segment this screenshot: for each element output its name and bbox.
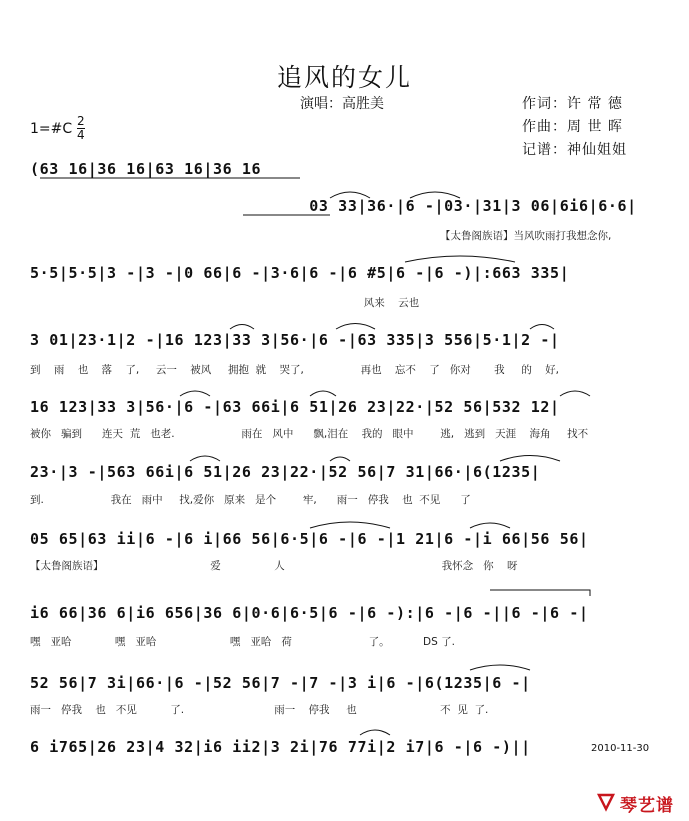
lyric-line-6: 嘿 亚哈 嘿 亚哈 嘿 亚哈 荷 了。 DS 了. [30, 636, 455, 648]
composer-credit: 作曲：周 世 晖 [522, 119, 623, 135]
slur-mark [190, 456, 220, 461]
slur-mark [330, 192, 370, 198]
meter-top: 2 [77, 114, 85, 128]
slur-mark [500, 456, 560, 462]
key-signature: 1=#C [30, 121, 73, 137]
slur-mark [470, 665, 530, 670]
slur-mark [470, 523, 510, 528]
lyric-line-5: 【太鲁阁族语】 爱 人 我怀念 你 呀 [30, 560, 518, 572]
meter-bottom: 4 [77, 128, 85, 142]
slur-mark [530, 325, 554, 330]
slur-mark [230, 325, 254, 330]
score-intro-line: (63 16|36 16|63 16|36 16 [30, 160, 262, 178]
score-line-3: 3 01|23·1|2 -|16 123|33 3|56·|6 -|63 335|3 556|5·1|2 -| [30, 331, 560, 349]
score-line-7: i6 66|36 6|i6 656|36 6|0·6|6·5|6 -|6 -):|6 -|6 -||6 -|6 -| [30, 604, 589, 622]
score-line-2: 5·5|5·5|3 -|3 -|0 66|6 -|3·6|6 -|6 #5|6 -|6 -)|:663 335| [30, 264, 570, 282]
singer-credit: 演唱：高胜美 [300, 96, 384, 112]
transcriber-credit: 记谱：神仙姐姐 [522, 142, 627, 158]
score-line-6: 05 65|63 ii|6 -|6 i|66 56|6·5|6 -|6 -|1 21|6 -|i 66|56 56| [30, 530, 589, 548]
slur-mark [336, 324, 375, 330]
slur-mark [360, 730, 390, 735]
lyric-line-2: 到 雨 也 落 了, 云一 被风 拥抱 就 哭了, 再也 忘不 了 你对 我 的 好, [30, 364, 560, 376]
song-title: 追风的女儿 [276, 63, 412, 92]
lyric-line-0: 【太鲁阁族语】当风吹雨打我想念你, [440, 230, 612, 242]
logo-text: 琴艺谱 [620, 796, 674, 816]
lyric-line-4: 到. 我在 雨中 找,爱你 原来 是个 牢, 雨一 停我 也 不见 了 [30, 494, 471, 506]
slur-mark [405, 256, 515, 262]
slur-mark [310, 522, 390, 528]
transcription-date: 2010-11-30 [591, 743, 650, 754]
notation-marks [30, 0, 670, 760]
slur-mark [410, 192, 460, 198]
site-logo [596, 790, 686, 816]
lyric-line-3: 被你 骗到 连天 荒 也老. 雨在 风中 飘,泪在 我的 眼中 逃, 逃到 天涯 海角 找不 [30, 428, 589, 440]
score-line-8: 52 56|7 3i|66·|6 -|52 56|7 -|7 -|3 i|6 -|6(1235|6 -| [30, 674, 531, 692]
score-line-5: 23·|3 -|563 66i|6 51|26 23|22·|52 56|7 31|66·|6(1235| [30, 463, 541, 481]
volta-bracket [490, 590, 590, 596]
slur-mark [180, 391, 210, 396]
logo-icon [596, 792, 616, 812]
lyric-line-7: 雨一 停我 也 不见 了. 雨一 停我 也 不 见 了. [30, 704, 489, 716]
slur-mark [310, 391, 336, 396]
lyric-line-1: 风来 云也 [30, 297, 420, 309]
score-line-9: 6 i765|26 23|4 32|i6 ii2|3 2i|76 77i|2 i7|6 -|6 -)|| [30, 738, 531, 756]
score-line-4: 16 123|33 3|56·|6 -|63 66i|6 51|26 23|22·|52 56|532 12| [30, 398, 560, 416]
lyricist-credit: 作词：许 常 德 [522, 96, 623, 112]
slur-mark [330, 457, 350, 461]
slur-mark [560, 391, 590, 396]
score-line-1: 03 33|36·|6 -|03·|31|3 06|6i6|6·6| [30, 197, 637, 215]
